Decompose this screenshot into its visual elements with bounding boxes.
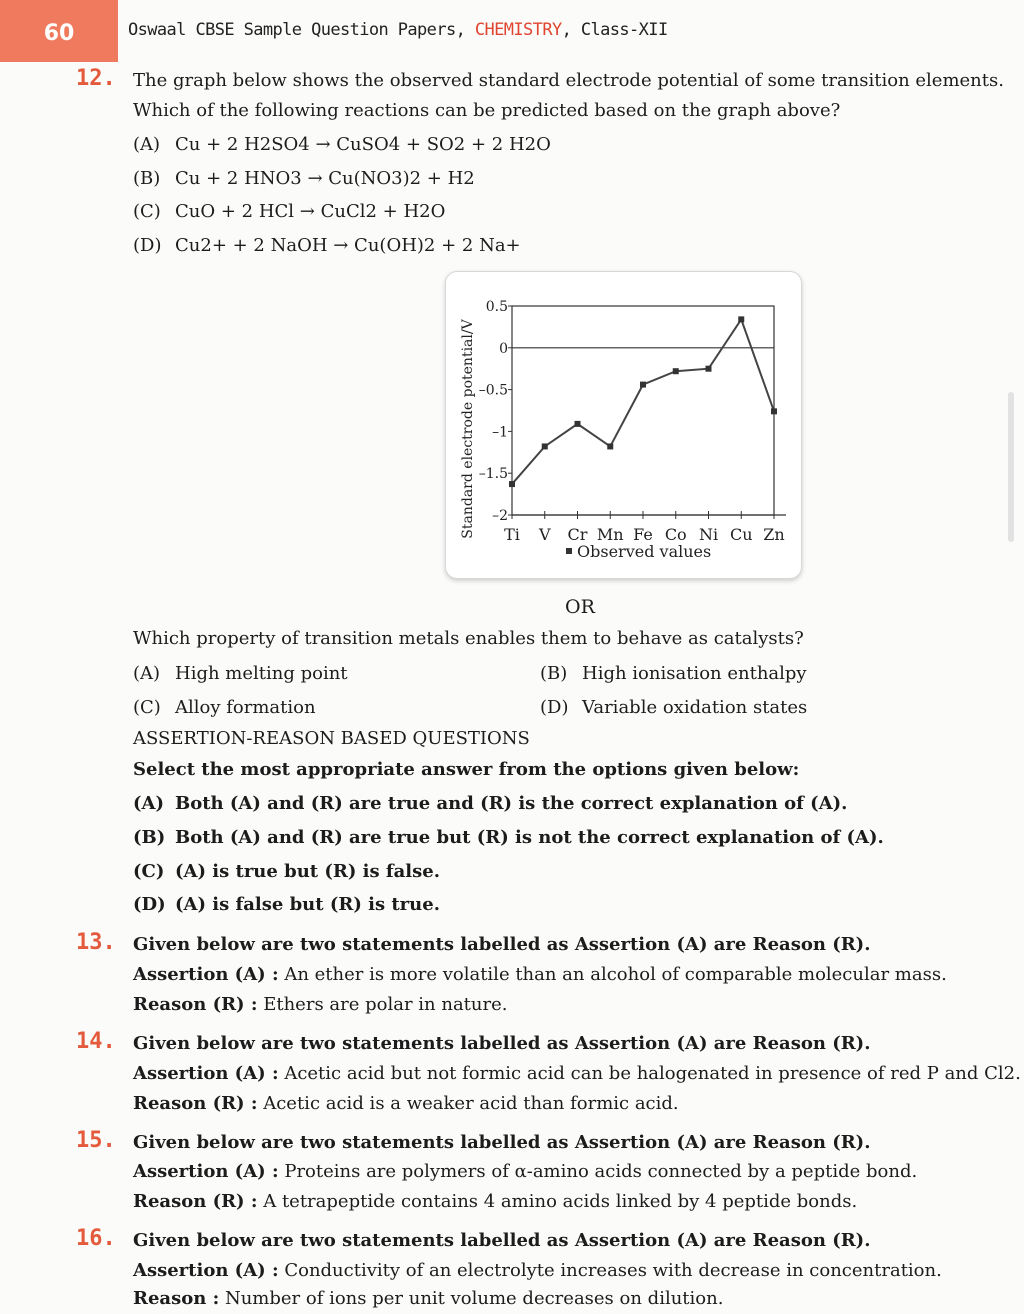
x-tick-label: Mn [596,525,624,544]
option-label: (A) [133,134,161,155]
data-point [771,408,777,414]
section-instruction: Select the most appropriate answer from the options given below: [133,759,800,780]
q16-assertion [133,1256,942,1286]
option-text: CuO + 2 HCl → CuCl2 + H2O [175,201,446,222]
q15-reason [133,1187,857,1217]
assertion-text: An ether is more volatile than an alcohol of comparable molecular mass. [284,964,947,985]
book-title-suffix: , Class-XII [561,20,668,40]
y-tick-label: –2 [492,508,508,524]
book-title [128,20,668,40]
book-subject: CHEMISTRY [474,20,562,40]
chart-x-ticks [504,511,785,544]
q14-reason [133,1089,679,1119]
ar-option-a[interactable] [133,791,847,817]
assertion-text: Acetic acid but not formic acid can be halogenated in presence of red P and Cl2. [284,1063,1021,1084]
page-header [0,0,1024,62]
q12-option-b[interactable] [133,166,475,192]
option-text: High ionisation enthalpy [582,663,807,684]
chart-y-label: Standard electrode potential/V [460,319,476,539]
option-text: (A) is true but (R) is false. [175,861,440,882]
reason-text: Ethers are polar in nature. [263,994,508,1015]
ar-option-b[interactable] [133,825,884,851]
assertion-label: Assertion (A) : [133,1260,279,1281]
x-tick-label: Zn [763,525,785,544]
x-tick-label: V [538,525,551,544]
q13-stem: Given below are two statements labelled as Assertion (A) are Reason (R). [133,934,871,955]
page-number: 60 [0,0,118,62]
q12-alt-option-d[interactable] [540,695,807,721]
q16-reason [133,1284,723,1314]
chart-points [509,316,777,487]
option-text: Cu2+ + 2 NaOH → Cu(OH)2 + 2 Na+ [175,235,521,256]
q12-line-1: The graph below shows the observed standard electrode potential of some transition elements. [133,70,1004,91]
q12-alt-option-b[interactable] [540,661,807,687]
x-tick-label: Fe [633,525,653,544]
reason-label: Reason (R) : [133,1093,258,1114]
legend-marker [566,548,572,554]
option-label: (B) [133,827,166,848]
chart-svg [446,272,801,578]
option-text: Both (A) and (R) are true but (R) is not the correct explanation of (A). [175,827,884,848]
y-tick-label: 0 [499,340,508,357]
q12-line-2: Which of the following reactions can be predicted based on the graph above? [133,100,841,121]
option-label: (A) [133,663,161,684]
q12-alt-option-c[interactable] [133,695,316,721]
q13-reason [133,990,507,1020]
reason-text: Acetic acid is a weaker acid than formic acid. [263,1093,679,1114]
reason-text: Number of ions per unit volume decreases on dilution. [224,1288,724,1309]
data-point [706,366,712,372]
x-tick-label: Cr [567,525,588,544]
question-number-15: 15. [76,1128,116,1153]
reason-label: Reason : [133,1288,220,1309]
assertion-text: Conductivity of an electrolyte increases with decrease in concentration. [284,1260,942,1281]
q12-option-a[interactable] [133,132,551,158]
question-number-12: 12. [76,66,116,91]
reason-label: Reason (R) : [133,994,258,1015]
q12-option-d[interactable] [133,233,521,259]
chart-series-line [512,319,774,484]
q14-stem: Given below are two statements labelled as Assertion (A) are Reason (R). [133,1033,871,1054]
reason-label: Reason (R) : [133,1191,258,1212]
option-text: Cu + 2 HNO3 → Cu(NO3)2 + H2 [175,168,475,189]
data-point [673,368,679,374]
data-point [640,382,646,388]
assertion-text: Proteins are polymers of α-amino acids connected by a peptide bond. [284,1161,918,1182]
book-title-prefix: Oswaal CBSE Sample Question Papers, [128,20,466,40]
question-number-13: 13. [76,930,116,955]
assertion-label: Assertion (A) : [133,1161,279,1182]
q14-assertion [133,1059,1021,1089]
q13-assertion [133,960,947,990]
q12-alt-option-a[interactable] [133,661,348,687]
option-text: High melting point [175,663,348,684]
chart-legend: Observed values [577,542,712,561]
data-point [575,421,581,427]
chart-y-ticks [479,299,512,524]
q15-stem: Given below are two statements labelled as Assertion (A) are Reason (R). [133,1132,871,1153]
x-tick-label: Ni [698,525,719,544]
y-tick-label: –1 [492,424,508,441]
option-label: (A) [133,793,164,814]
option-label: (B) [133,168,161,189]
ar-option-d[interactable] [133,892,440,918]
data-point [607,443,613,449]
option-label: (D) [133,235,162,256]
option-label: (C) [133,861,165,882]
option-label: (B) [540,663,568,684]
y-tick-label: 0.5 [485,299,508,315]
chart-grid [512,306,786,515]
scrollbar[interactable] [1008,392,1014,542]
q12-alt-question: Which property of transition metals enables them to behave as catalysts? [133,628,804,649]
option-text: Alloy formation [175,697,316,718]
question-number-14: 14. [76,1029,116,1054]
data-point [542,443,548,449]
option-text: Both (A) and (R) are true and (R) is the correct explanation of (A). [175,793,848,814]
y-tick-label: –1.5 [478,466,508,483]
y-tick-label: –0.5 [478,382,508,399]
question-number-16: 16. [76,1226,116,1251]
q16-stem: Given below are two statements labelled as Assertion (A) are Reason (R). [133,1230,871,1251]
reason-text: A tetrapeptide contains 4 amino acids linked by 4 peptide bonds. [263,1191,858,1212]
option-text: Cu + 2 H2SO4 → CuSO4 + SO2 + 2 H2O [175,134,551,155]
assertion-label: Assertion (A) : [133,964,279,985]
option-label: (D) [540,697,569,718]
data-point [738,316,744,322]
option-text: (A) is false but (R) is true. [175,894,440,915]
or-separator: OR [565,596,595,618]
assertion-label: Assertion (A) : [133,1063,279,1084]
q12-option-c[interactable] [133,199,445,225]
x-tick-label: Cu [729,525,753,544]
section-heading: ASSERTION-REASON BASED QUESTIONS [133,728,530,749]
option-label: (C) [133,201,161,222]
x-tick-label: Ti [504,525,520,544]
option-label: (C) [133,697,161,718]
ar-option-c[interactable] [133,859,440,885]
option-text: Variable oxidation states [582,697,808,718]
option-label: (D) [133,894,166,915]
x-tick-label: Co [664,525,687,544]
data-point [509,481,515,487]
electrode-potential-chart [445,271,802,579]
q15-assertion [133,1157,917,1187]
plot-frame [512,306,774,515]
